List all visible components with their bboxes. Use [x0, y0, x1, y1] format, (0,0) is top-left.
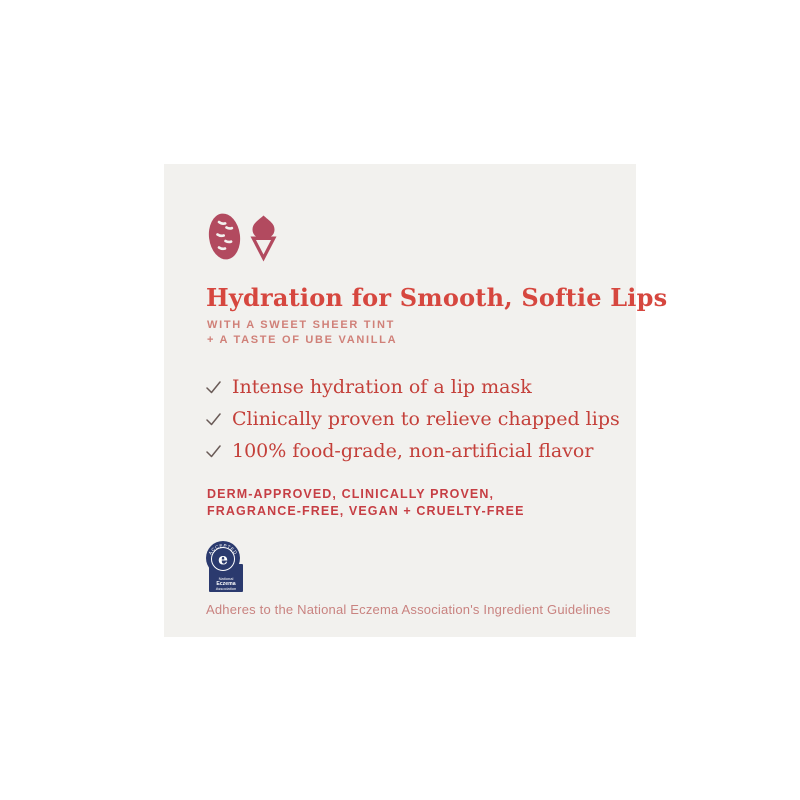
subtitle-line-1: WITH A SWEET SHEER TINT: [207, 319, 396, 331]
seal-caption: Adheres to the National Eczema Association's Ingredient Guidelines: [206, 602, 611, 617]
benefit-list: [206, 376, 620, 472]
seal-org-line-2: Eczema: [216, 581, 236, 588]
benefit-item: [206, 408, 620, 431]
benefit-item: [206, 376, 620, 399]
claims-line-1: DERM-APPROVED, CLINICALLY PROVEN,: [207, 487, 495, 501]
national-eczema-association-seal: [205, 541, 245, 593]
product-infographic-card: [164, 164, 668, 637]
seal-e-mark: e: [218, 549, 228, 569]
benefit-text: Clinically proven to relieve chapped lips: [232, 408, 620, 430]
subtitle-line-2: + A TASTE OF UBE VANILLA: [207, 334, 398, 346]
checkmark-icon: [206, 381, 221, 394]
seal-accepted-label: ACCEPTED: [207, 543, 239, 556]
benefit-text: 100% food-grade, non-artificial flavor: [232, 440, 594, 462]
claims: [207, 486, 525, 520]
flavor-icons: [206, 211, 279, 262]
seal-org-line-1: National: [218, 576, 234, 581]
claims-line-2: FRAGRANCE-FREE, VEGAN + CRUELTY-FREE: [207, 504, 525, 518]
benefit-text: Intense hydration of a lip mask: [232, 376, 532, 398]
subtitle: [207, 318, 397, 348]
ube-icon: [206, 211, 243, 262]
seal-org-line-3: Association: [215, 586, 237, 591]
page-title: Hydration for Smooth, Softie Lips: [206, 283, 668, 312]
ice-cream-cone-icon: [248, 215, 279, 262]
benefit-item: [206, 440, 620, 463]
checkmark-icon: [206, 413, 221, 426]
checkmark-icon: [206, 445, 221, 458]
